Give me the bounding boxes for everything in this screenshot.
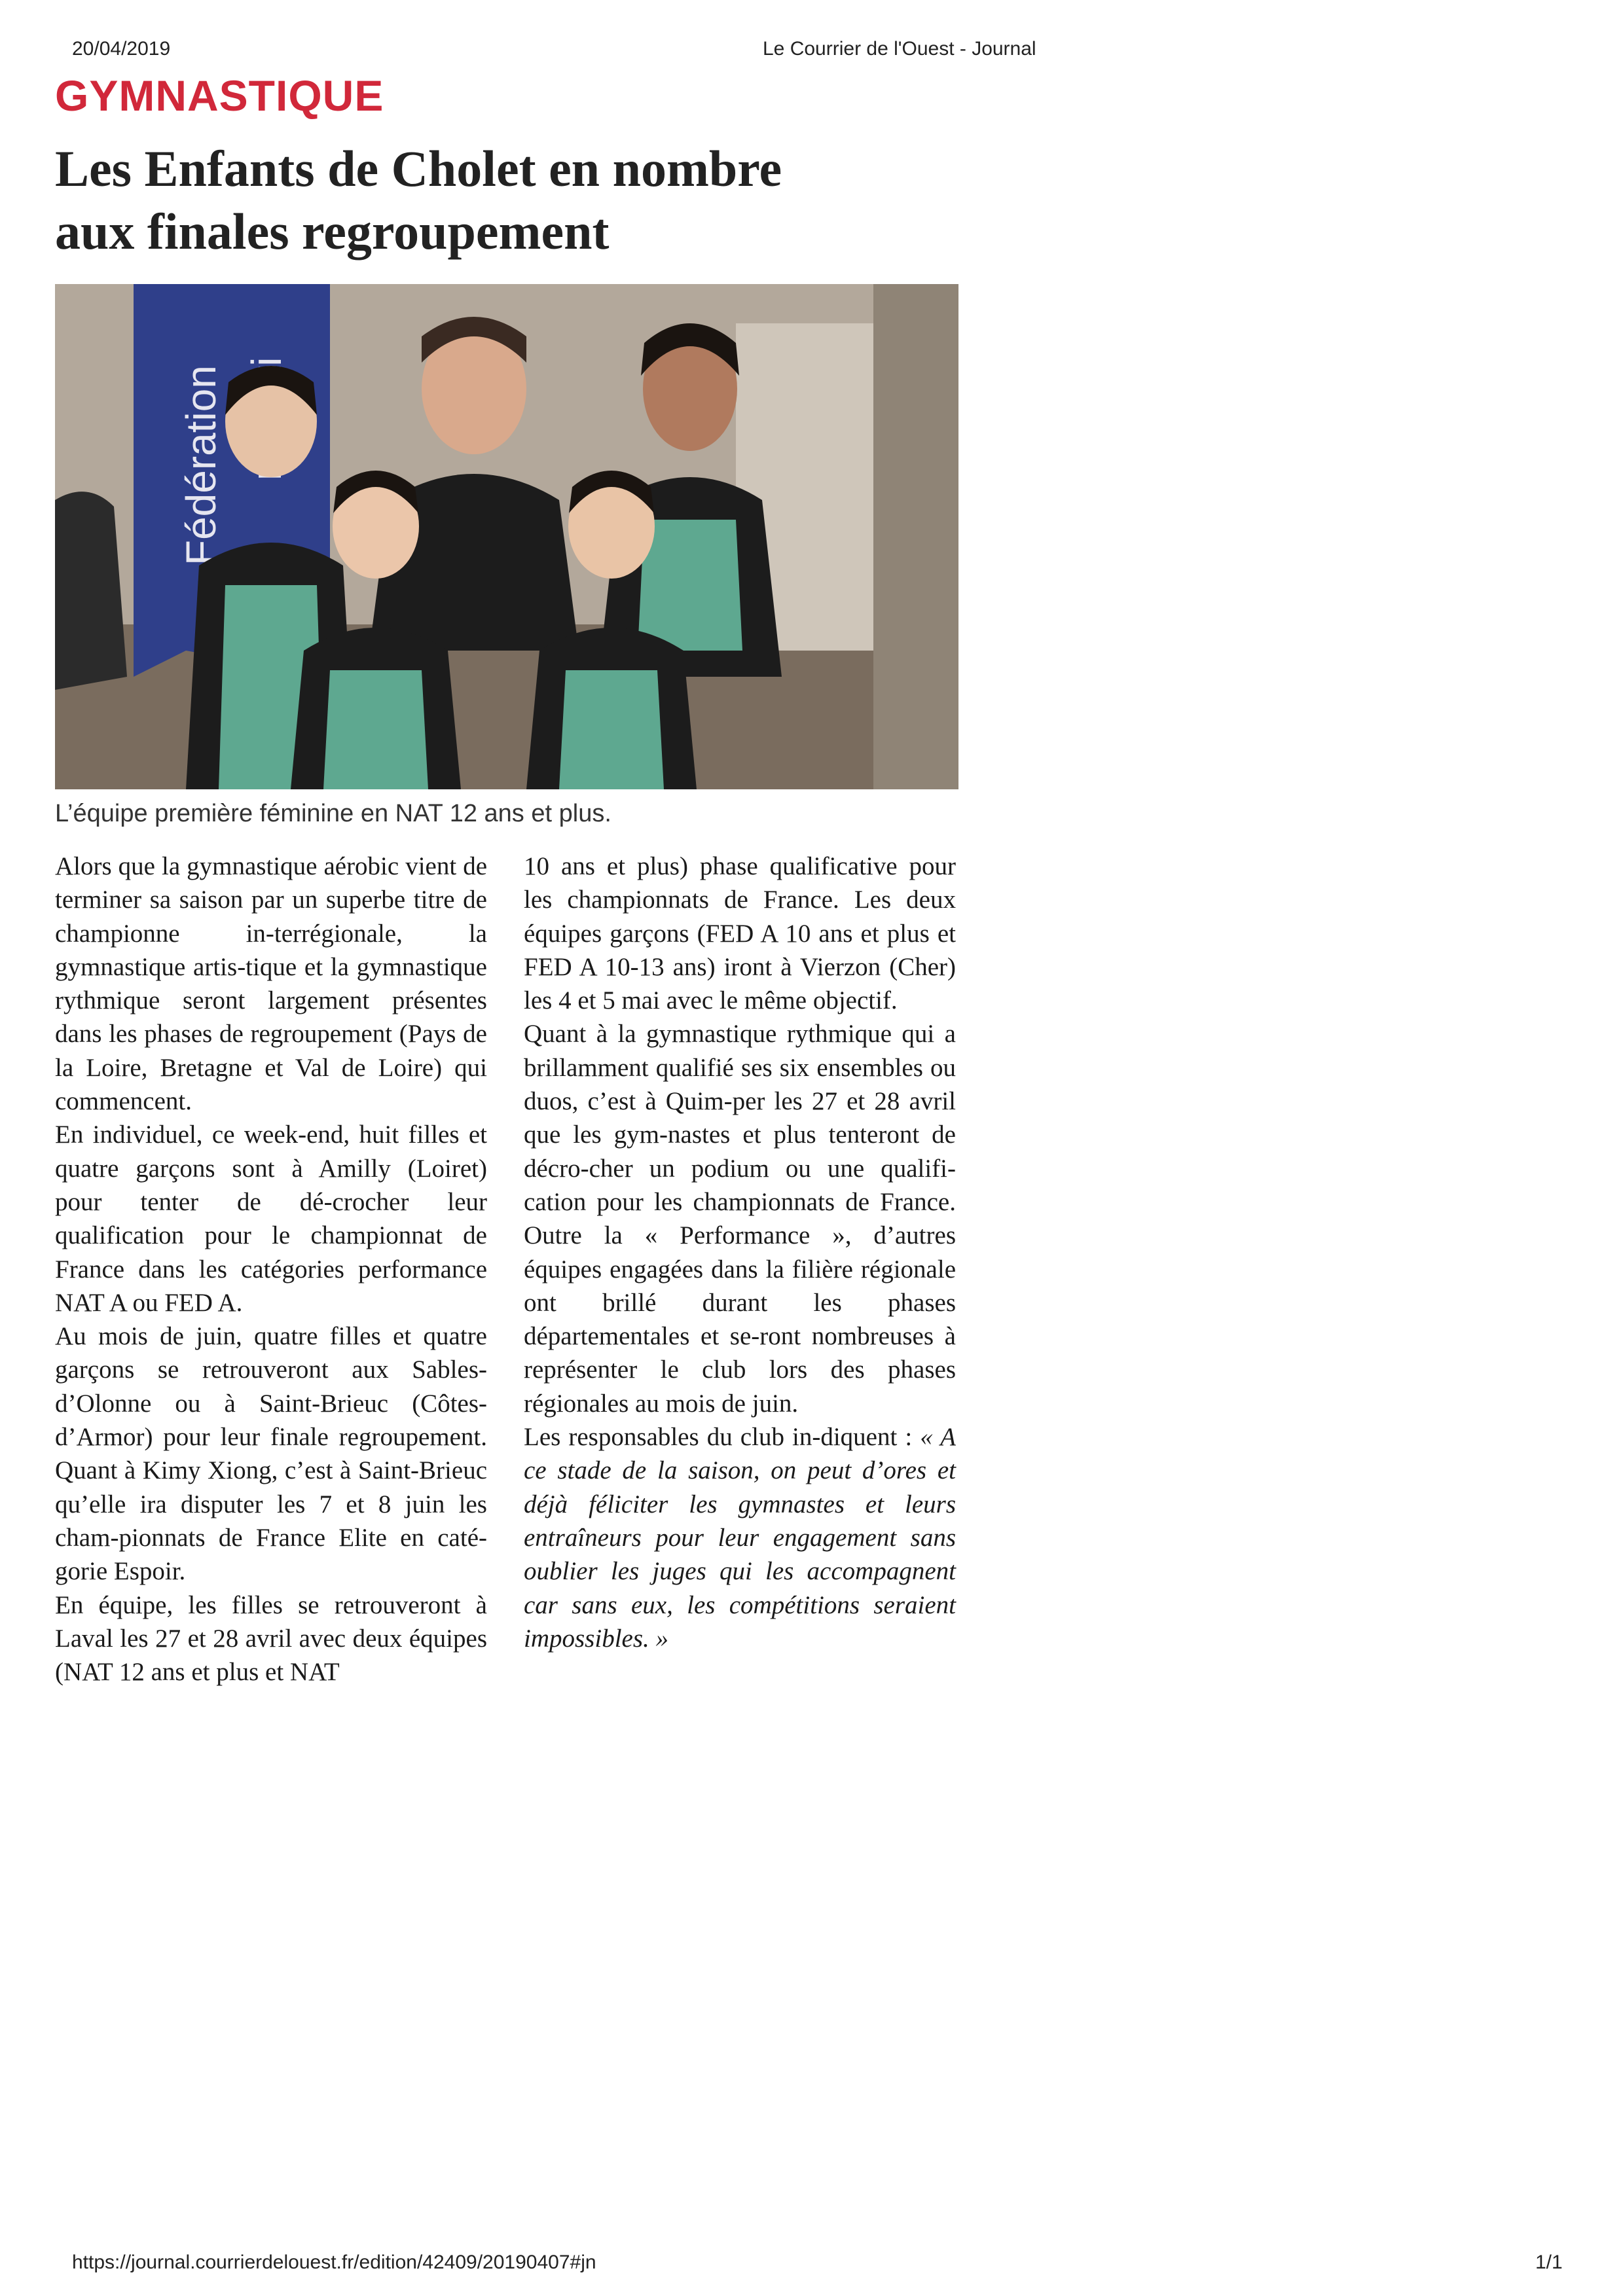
print-page-number: 1/1	[1535, 2251, 1563, 2273]
quote-paragraph	[524, 1420, 956, 1655]
print-footer-url: https://journal.courrierdelouest.fr/edition/42409/20190407#jn	[72, 2251, 596, 2273]
paragraph: Alors que la gymnastique aérobic vient de terminer sa saison par un superbe titre de championne in-terrégionale, la gymnastique artis-tique et la gymnastique rythmique seront largement présentes dans les phases de regroupement (Pays de la Loire, Bretagne et Val de Loire) qui commencent.	[55, 852, 487, 1116]
article-column-left	[55, 850, 487, 1689]
paragraph: En équipe, les filles se retrouveront à Laval les 27 et 28 avril avec deux équipes (NAT 12 ans et plus et NAT	[55, 1590, 487, 1687]
paragraph: En individuel, ce week-end, huit filles et quatre garçons sont à Amilly (Loiret) pour tenter de dé-crocher leur qualification pour le championnat de France dans les catégories performance NAT A ou FED A.	[55, 1121, 487, 1317]
article-column-right	[524, 850, 956, 1655]
article-headline	[55, 137, 972, 263]
quote-intro: Les responsables du club in-diquent :	[524, 1423, 921, 1452]
team-photo-illustration	[55, 284, 958, 789]
banner-text-1: Fédération	[177, 365, 225, 565]
paragraph: Au mois de juin, quatre filles et quatre garçons se retrouveront aux Sables-d’Olonne ou à Saint-Brieuc (Côtes-d’Armor) pour leur finale regroupement. Quant à Kimy Xiong, c’est à Saint-Brieuc qu’elle ira disputer les 7 et 8 juin les cham-pionnats de France Elite en caté-gorie Espoir.	[55, 1322, 487, 1586]
paragraph: Quant à la gymnastique rythmique qui a brillamment qualifié ses six ensembles ou duos, c’est à Quim-per les 27 et 28 avril que les gym-nastes et plus tenteront de décro-cher un podium ou une qualifi-cation pour les championnats de France. Outre la « Performance », d’autres équipes engagées dans la filière régionale ont brillé durant les phases départementales et se-ront nombreuses à représenter le club lors des phases régionales au mois de juin.	[524, 1020, 956, 1418]
print-source-title: Le Courrier de l'Ouest - Journal	[763, 38, 1036, 60]
article-photo	[55, 284, 958, 789]
headline-line-1: Les Enfants de Cholet en nombre	[55, 140, 782, 197]
print-date: 20/04/2019	[72, 38, 171, 60]
photo-caption: L’équipe première féminine en NAT 12 ans et plus.	[55, 800, 611, 827]
paragraph: 10 ans et plus) phase qualificative pour les championnats de France. Les deux équipes garçons (FED A 10 ans et plus et FED A 10-13 ans) iront à Vierzon (Cher) les 4 et 5 mai avec le même objectif.	[524, 852, 956, 1015]
section-label: GYMNASTIQUE	[55, 71, 384, 120]
headline-line-2: aux finales regroupement	[55, 203, 610, 260]
club-quote: « A ce stade de la saison, on peut d’ores et déjà féliciter les gymnastes et leurs entraîneurs pour leur engagement sans oublier les juges qui les accompagnent car sans eux, les compétitions seraient impossibles. »	[524, 1423, 956, 1653]
